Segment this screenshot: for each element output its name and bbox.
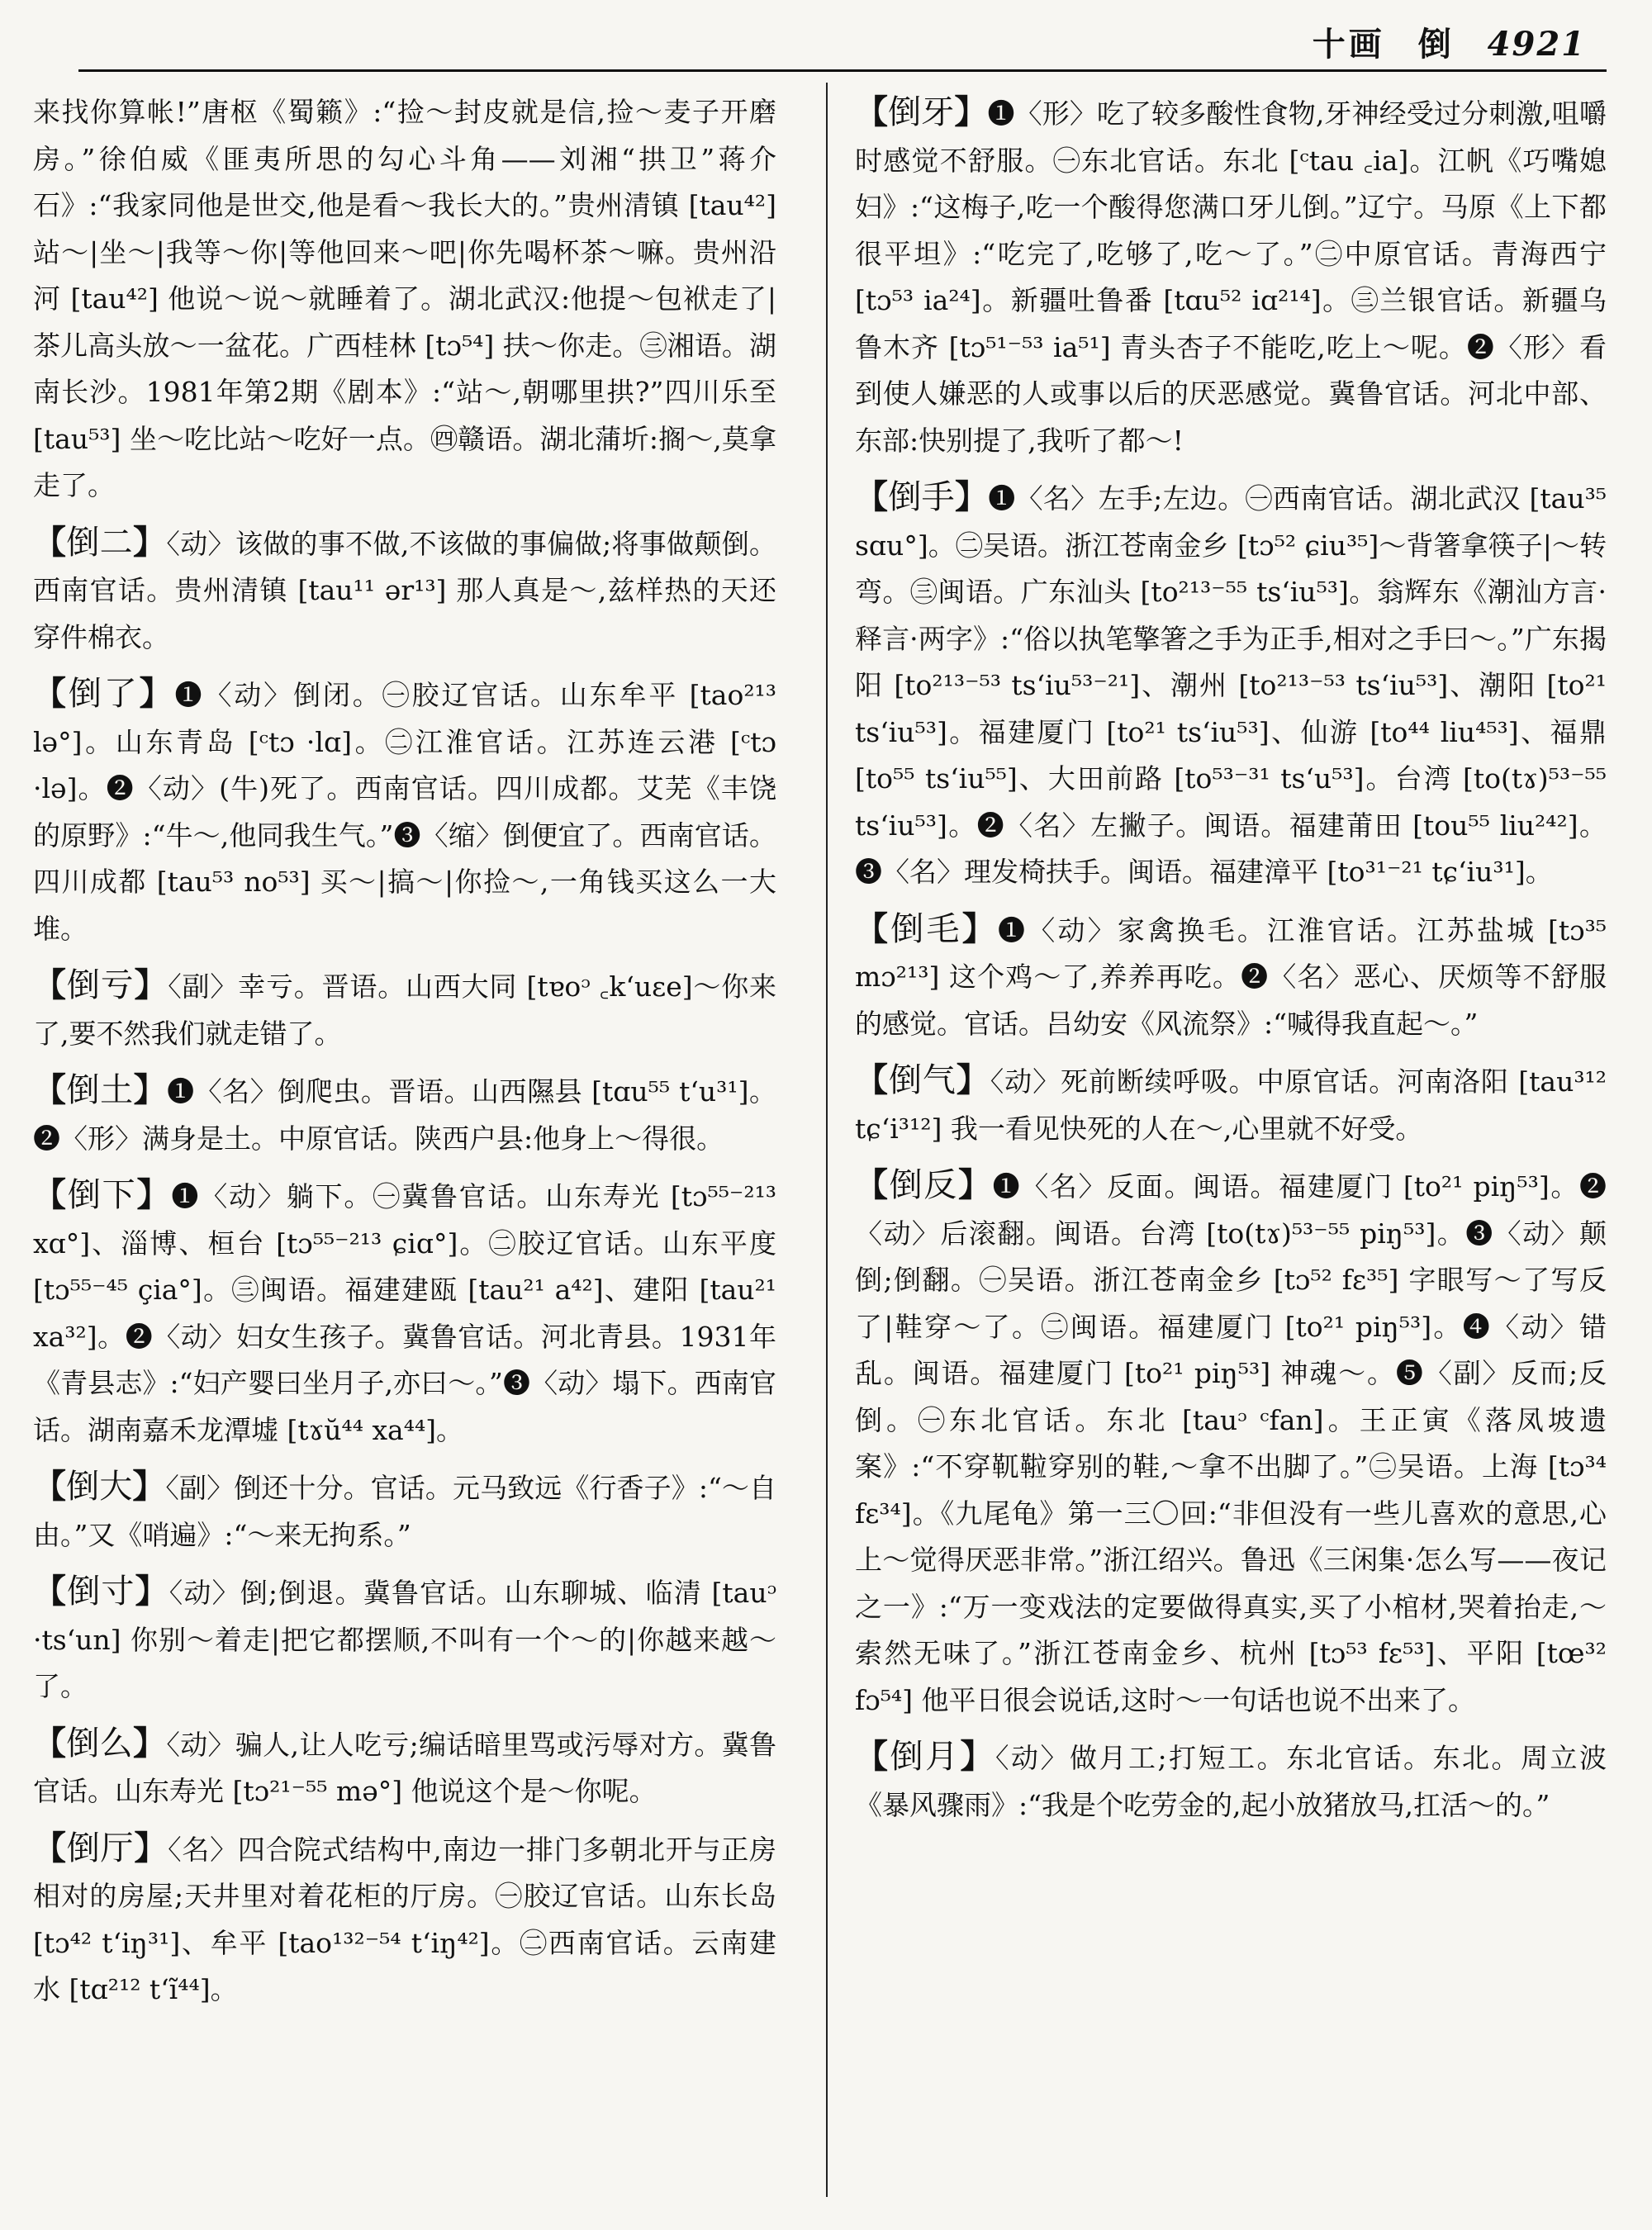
page-number: 4921 [1487,25,1586,64]
entry-headword: 【倒月】 [855,1737,995,1776]
dictionary-entry [855,89,1607,464]
entry-headword: 【倒二】 [33,522,167,562]
entry-definition: 〈动〉死前断续呼吸。中原官话。河南洛阳 [tau³¹² tɕ‘i³¹²] 我一看见快死的人在～,心里就不好受。 [855,1065,1607,1145]
entry-headword: 【倒亏】 [33,966,169,1004]
dictionary-entry [33,1720,776,1815]
entry-definition: 〈副〉倒还十分。官话。元马致远《行香子》:“～自由。”又《哨遍》:“～来无拘系。” [33,1472,777,1551]
dictionary-entry [33,1172,776,1454]
running-head [1294,18,1586,65]
entry-definition: 〈动〉做月工;打短工。东北官话。东北。周立波《暴风骤雨》:“我是个吃劳金的,起小放猪放马,扛活～的。” [855,1742,1607,1821]
entry-definition: ❶〈动〉家禽换毛。江淮官话。江苏盐城 [tɔ³⁵ mɔ²¹³] 这个鸡～了,养养再吃。❷〈名〉恶心、厌烦等不舒服的感觉。官话。吕幼安《风流祭》:“喊得我直起～。” [855,913,1607,1040]
dictionary-entry [33,1067,776,1162]
entry-headword: 【倒了】 [33,674,175,713]
dictionary-entry [855,474,1607,896]
right-entry-list [855,89,1607,1829]
dictionary-entry [855,1057,1607,1152]
dictionary-entry [33,1825,776,2014]
dictionary-entry [855,1162,1607,1724]
dictionary-entry [855,1734,1607,1829]
entry-headword: 【倒毛】 [855,909,998,948]
dictionary-entry [33,962,776,1057]
entry-definition: ❶〈名〉倒爬虫。晋语。山西隰县 [tɑu⁵⁵ t‘u³¹]。❷〈形〉满身是土。中原官话。陕西户县:他身上～得很。 [33,1075,777,1155]
entry-definition: ❶〈名〉反面。闽语。福建厦门 [to²¹ piŋ⁵³]。❷〈动〉后滚翻。闽语。台湾 [to(tɤ)⁵³⁻⁵⁵ piŋ⁵³]。❸〈动〉颠倒;倒翻。㊀吴语。浙江苍南金乡 [tɔ⁵² fɛ³⁵] 字眼写～了写反了|鞋穿～了。㊁闽语。福建厦门 [to²¹ piŋ⁵³]。❹〈动〉错乱。闽语。福建厦门 [to²¹ piŋ⁵³] 神魂～。❺〈副〉反而;反倒。㊀东北官话。东北 [tauᵓ ᶜfan]。王正寅《落凤坡遗案》:“不穿靰鞡穿别的鞋,～拿不出脚了。”㊁吴语。上海 [tɔ³⁴ fɛ³⁴]。《九尾龟》第一三〇回:“非但没有一些儿喜欢的意思,心上～觉得厌恶非常。”浙江绍兴。鲁迅《三闲集·怎么写——夜记之一》:“万一变戏法的定要做得真实,买了小棺材,哭着抬走,～索然无味了。”浙江苍南金乡、杭州 [tɔ⁵³ fɛ⁵³]、平阳 [tœ³² fɔ⁵⁴] 他平日很会说话,这时～一句话也说不出来了。 [855,1170,1607,1716]
entry-headword: 【倒下】 [33,1175,172,1214]
dictionary-entry [33,520,776,662]
entry-definition: ❶〈动〉倒闭。㊀胶辽官话。山东牟平 [tao²¹³ lə°]。山东青岛 [ᶜtɔ ·lɑ]。㊁江淮官话。江苏连云港 [ᶜtɔ ·lə]。❷〈动〉(牛)死了。西南官话。四川成都。艾芜《丰饶的原野》:“牛～,他同我生气。”❸〈缩〉倒便宜了。西南官话。四川成都 [tau⁵³ no⁵³] 买～|搞～|你捡～,一角钱买这么一大堆。 [33,679,777,945]
dictionary-entry [855,906,1607,1048]
entry-headword: 【倒土】 [33,1070,168,1109]
entry-definition: ❶〈形〉吃了较多酸性食物,牙神经受过分刺激,咀嚼时感觉不舒服。㊀东北官话。东北 [ᶜtau ꜀ia]。江帆《巧嘴媳妇》:“这梅子,吃一个酸得您满口牙儿倒。”辽宁。马原《上下都很平坦》:“吃完了,吃够了,吃～了。”㊁中原官话。青海西宁 [tɔ⁵³ ia²⁴]。新疆吐鲁番 [tɑu⁵² iɑ²¹⁴]。㊂兰银官话。新疆乌鲁木齐 [tɔ⁵¹⁻⁵³ ia⁵¹] 青头杏子不能吃,吃上～呢。❷〈形〉看到使人嫌恶的人或事以后的厌恶感觉。冀鲁官话。河北中部、东部:快别提了,我听了都～! [855,97,1607,457]
entry-headword: 【倒寸】 [33,1572,169,1611]
right-column [855,89,1607,1839]
page-header [78,12,1607,72]
entry-headword: 【倒反】 [855,1165,993,1204]
entry-definition: 〈名〉四合院式结构中,南边一排门多朝北开与正房相对的房屋;天井里对着花柜的厅房。㊀胶辽官话。山东长岛 [tɔ⁴² t‘iŋ³¹]、牟平 [tao¹³²⁻⁵⁴ t‘iŋ⁴²]。㊁西南官话。云南建水 [tɑ²¹² t‘ĩ⁴⁴]。 [33,1833,777,2005]
entry-definition: 〈动〉骗人,让人吃亏;编话暗里骂或污辱对方。冀鲁官话。山东寿光 [tɔ²¹⁻⁵⁵ mə°] 他说这个是～你呢。 [33,1728,777,1807]
entry-definition: ❶〈名〉左手;左边。㊀西南官话。湖北武汉 [tau³⁵ sɑu°]。㊁吴语。浙江苍南金乡 [tɔ⁵² ɕiu³⁵]～背箸拿筷子|～转弯。㊂闽语。广东汕头 [to²¹³⁻⁵⁵ ts‘iu⁵³]。翁辉东《潮汕方言·释言·两字》:“俗以执笔擎箸之手为正手,相对之手曰～。”广东揭阳 [to²¹³⁻⁵³ ts‘iu⁵³⁻²¹]、潮州 [to²¹³⁻⁵³ ts‘iu⁵³]、潮阳 [to²¹ ts‘iu⁵³]。福建厦门 [to²¹ ts‘iu⁵³]、仙游 [to⁴⁴ liu⁴⁵³]、福鼎 [to⁵⁵ ts‘iu⁵⁵]、大田前路 [to⁵³⁻³¹ ts‘u⁵³]。台湾 [to(tɤ)⁵³⁻⁵⁵ ts‘iu⁵³]。❷〈名〉左撇子。闽语。福建莆田 [tou⁵⁵ liu²⁴²]。❸〈名〉理发椅扶手。闽语。福建漳平 [to³¹⁻²¹ tɕ‘iu³¹]。 [855,482,1607,888]
column-divider [826,83,828,2197]
entry-headword: 【倒大】 [33,1467,166,1506]
entry-headword: 【倒气】 [855,1060,990,1099]
entry-definition: ❶〈动〉躺下。㊀冀鲁官话。山东寿光 [tɔ⁵⁵⁻²¹³ xɑ°]、淄博、桓台 [tɔ⁵⁵⁻²¹³ ɕiɑ°]。㊁胶辽官话。山东平度 [tɔ⁵⁵⁻⁴⁵ çia°]。㊂闽语。福建建瓯 [tau²¹ a⁴²]、建阳 [tau²¹ xa³²]。❷〈动〉妇女生孩子。冀鲁官话。河北青县。1931年《青县志》:“妇产婴曰坐月子,亦曰～。”❸〈动〉塌下。西南官话。湖南嘉禾龙潭墟 [tɤŭ⁴⁴ xa⁴⁴]。 [33,1180,777,1446]
dictionary-entry [33,1464,776,1559]
entry-headword: 【倒手】 [855,477,989,516]
continuation-text: 来找你算帐!”唐枢《蜀籁》:“捡～封皮就是信,捡～麦子开磨房。”徐伯威《匪夷所思的勾心斗角——刘湘“拱卫”蒋介石》:“我家同他是世交,他是看～我长大的。”贵州清镇 [tau⁴²] 站～|坐～|我等～你|等他回来～吧|你先喝杯茶～嘛。贵州沿河 [tau⁴²] 他说～说～就睡着了。湖北武汉:他提～包袱走了|茶儿高头放～一盆花。广西桂林 [tɔ⁵⁴] 扶～你走。㊂湘语。湖南长沙。1981年第2期《剧本》:“站～,朝哪里拱?”四川乐至 [tau⁵³] 坐～吃比站～吃好一点。㊃赣语。湖北蒲圻:搁～,莫拿走了。 [33,96,776,501]
dictionary-entry [33,671,776,952]
entry-definition: 〈动〉倒;倒退。冀鲁官话。山东聊城、临清 [tauᵓ ·ts‘un] 你别～着走|把它都摆顺,不叫有一个～的|你越来越～了。 [33,1577,777,1702]
entry-headword: 【倒么】 [33,1723,167,1763]
entry-definition: 〈副〉幸亏。晋语。山西大同 [tɐoᵓ ꜀k‘uɛe]～你来了,要不然我们就走错了。 [33,970,777,1050]
left-entry-list [33,520,776,2014]
entry-definition: 〈动〉该做的事不做,不该做的事偏做;将事做颠倒。西南官话。贵州清镇 [tau¹¹ ər¹³] 那人真是～,兹样热的天还穿件棉衣。 [33,527,777,653]
head-char: 倒 [1417,25,1455,64]
dictionary-entry [33,1568,776,1710]
entry-headword: 【倒厅】 [33,1828,169,1867]
section-label: 十画 [1312,25,1385,64]
entry-headword: 【倒牙】 [855,93,988,131]
left-column [33,89,776,2024]
